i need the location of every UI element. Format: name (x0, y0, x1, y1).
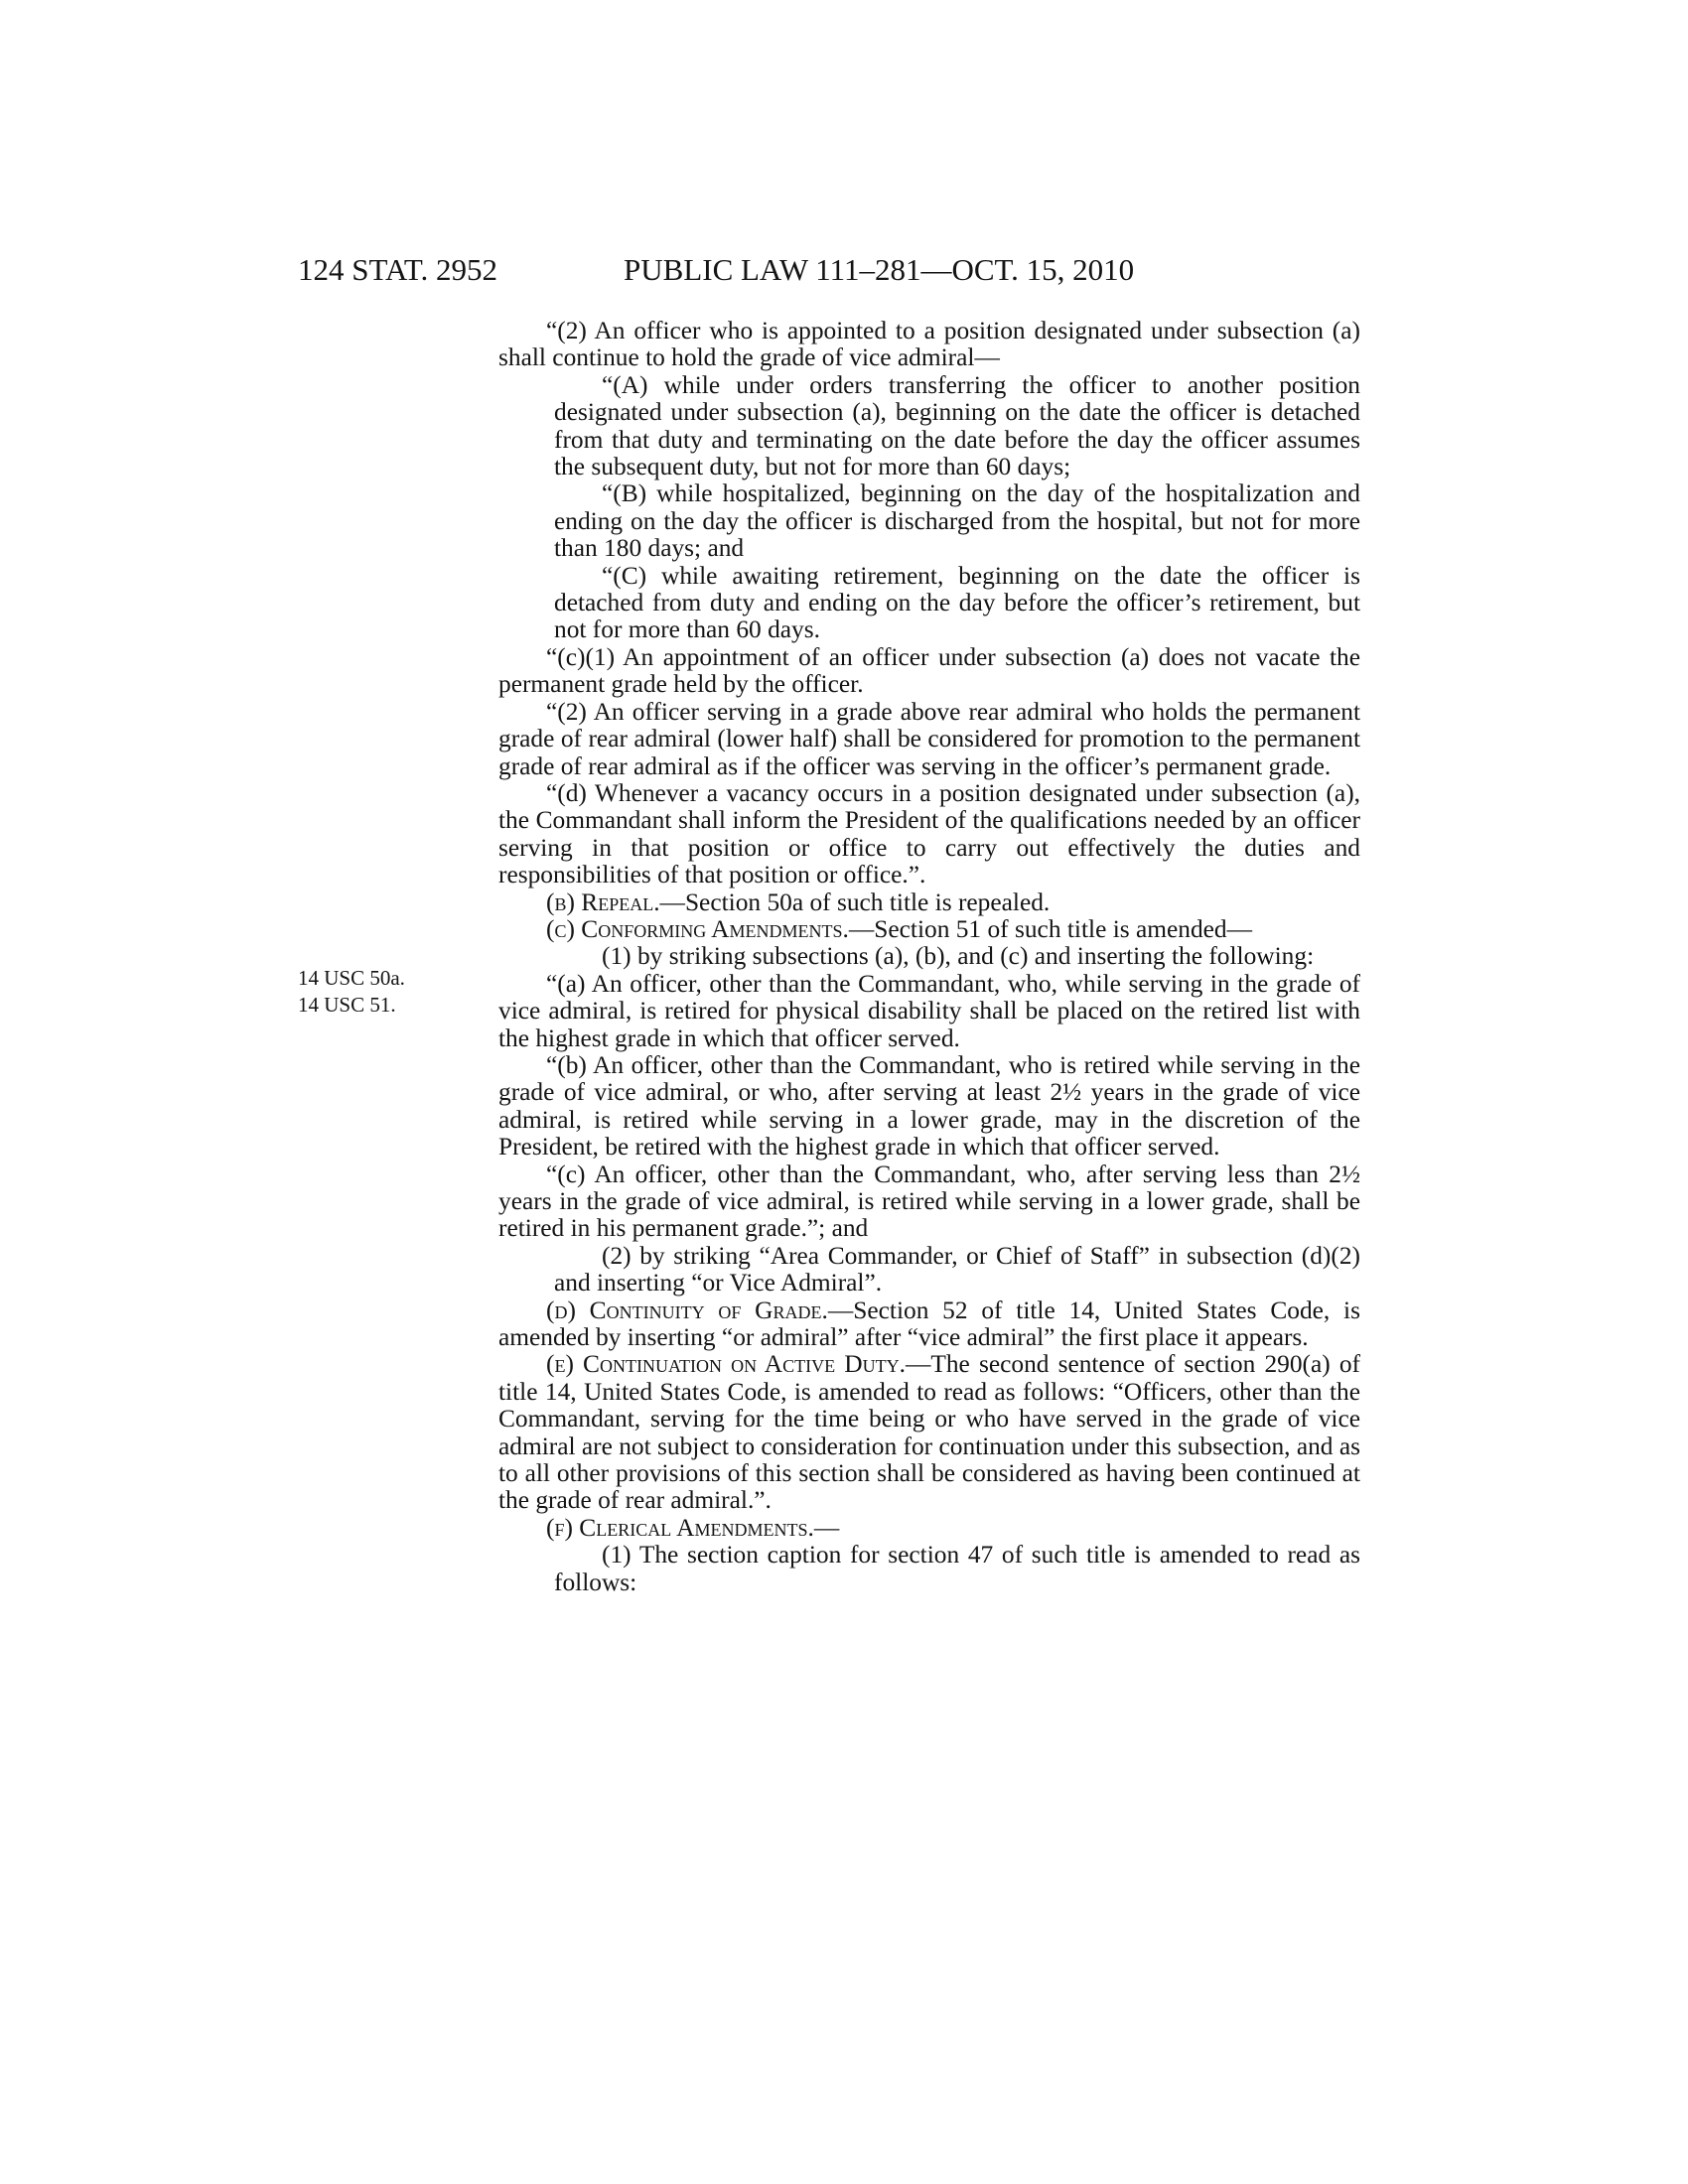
paragraph-d: “(d) Whenever a vacancy occurs in a position designated under subsection (a), the Commandant shall inform the President of the qualifications needed by an officer serving in that position or office to carry out effectively the duties and responsibilities of that position or office.”. (498, 778, 1360, 889)
inserted-a: “(a) An officer, other than the Commandant, who, while serving in the grade of vice admiral, is retired for physical disability shall be placed on the retired list with the highest grade in which that officer served. (498, 969, 1360, 1052)
section-heading: (f) Clerical Amendments. (546, 1513, 814, 1542)
paragraph-c1: “(c)(1) An appointment of an officer under subsection (a) does not vacate the permanent grade held by the officer. (498, 642, 1360, 699)
margin-note-50a: 14 USC 50a. (298, 966, 405, 990)
section-text: —Section 51 of such title is amended— (848, 914, 1253, 943)
paragraph-c-1: (1) by striking subsections (a), (b), and (c) and inserting the following: (602, 942, 1315, 971)
section-f-clerical (498, 1515, 1360, 1542)
paragraph-c2: “(2) An officer serving in a grade above rear admiral who holds the permanent grade of rear admiral (lower half) shall be considered for promotion to the permanent grade of rear admiral as if the officer was serving in the officer’s permanent grade. (498, 697, 1360, 780)
section-text: —The second sentence of section 290(a) of title 14, United States Code, is amended to read as follows: “Officers, other than the Commandant, serving for the time being or who have served in the grade of vice admiral are not subject to consideration for continuation under this subsection, and as to all other provisions of this section shall be considered as having been continued at the grade of rear admiral.”. (498, 1350, 1360, 1515)
paragraph-c-2: (2) by striking “Area Commander, or Chief of Staff” in subsection (d)(2) and inserting “or Vice Admiral”. (554, 1241, 1360, 1297)
inserted-b: “(b) An officer, other than the Commandant, who is retired while serving in the grade of vice admiral, or who, after serving at least 2½ years in the grade of vice admiral, is retired while serving in a lower grade, may in the discretion of the President, be retired with the highest grade in which that officer served. (498, 1050, 1360, 1161)
section-text: —Section 50a of such title is repealed. (659, 887, 1051, 916)
inserted-c: “(c) An officer, other than the Commandant, who, after serving less than 2½ years in the grade of vice admiral, is retired while serving in a lower grade, shall be retired in his permanent grade.”; and (498, 1160, 1360, 1243)
body-text (498, 318, 1360, 1596)
law-title: PUBLIC LAW 111–281—OCT. 15, 2010 (624, 252, 1135, 287)
section-b-repeal (498, 889, 1360, 916)
paragraph-b2-C: “(C) while awaiting retirement, beginning on the date the officer is detached from duty and ending on the day before the officer’s retirement, but not for more than 60 days. (554, 561, 1360, 644)
section-heading: (c) Conforming Amendments. (546, 914, 849, 943)
page-header (0, 252, 1688, 292)
section-heading: (d) Continuity of Grade. (546, 1296, 828, 1324)
section-heading: (e) Continuation on Active Duty. (546, 1350, 906, 1379)
paragraph-b2-B: “(B) while hospitalized, beginning on the day of the hospitalization and ending on the day the officer is discharged from the hospital, but not for more than 180 days; and (554, 479, 1360, 563)
paragraph-f-1: (1) The section caption for section 47 of such title is amended to read as follows: (554, 1541, 1360, 1596)
section-text: —Section 52 of title 14, United States Code, is amended by inserting “or admiral” after “vice admiral” the first place it appears. (498, 1296, 1360, 1352)
section-e-continuation (498, 1351, 1360, 1514)
margin-note-51: 14 USC 51. (298, 993, 396, 1018)
margin-notes (298, 965, 496, 1020)
section-heading: (b) Repeal. (546, 887, 660, 916)
section-d-continuity (498, 1297, 1360, 1352)
paragraph-b2-A: “(A) while under orders transferring the officer to another position designated under subsection (a), beginning on the date the officer is detached from that duty and terminating on the date before the day the officer assumes the subsequent duty, but not for more than 60 days; (554, 370, 1360, 481)
section-c-conforming (498, 916, 1360, 943)
section-text: — (813, 1513, 840, 1542)
paragraph-b2: “(2) An officer who is appointed to a position designated under subsection (a) shall continue to hold the grade of vice admiral— (498, 317, 1360, 372)
statute-page-number: 124 STAT. 2952 (298, 252, 498, 287)
